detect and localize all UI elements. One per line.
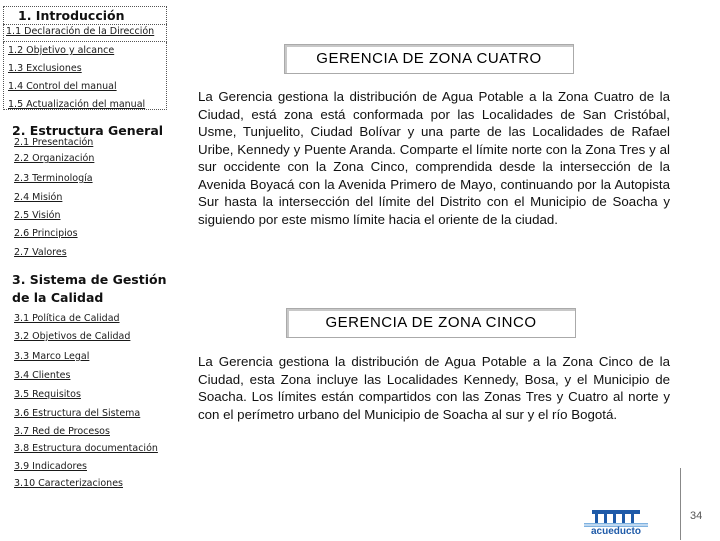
nav-item-3-8[interactable]: 3.8 Estructura documentación [14, 443, 158, 454]
nav-item-2-4[interactable]: 2.4 Misión [14, 192, 63, 203]
nav-item-3-7[interactable]: 3.7 Red de Procesos [14, 426, 110, 437]
nav-item-2-3[interactable]: 2.3 Terminología [14, 173, 93, 184]
logo-text: acueducto [590, 526, 641, 537]
nav-item-1-2[interactable]: 1.2 Objetivo y alcance [8, 45, 115, 56]
nav-item-3-10[interactable]: 3.10 Caracterizaciones [14, 478, 123, 489]
zone-four-heading: GERENCIA DE ZONA CUATRO [284, 44, 574, 74]
section-title-estructura-general[interactable]: 2. Estructura General [12, 123, 164, 138]
nav-item-3-6[interactable]: 3.6 Estructura del Sistema [14, 408, 141, 419]
nav-item-3-2[interactable]: 3.2 Objetivos de Calidad [14, 331, 131, 342]
nav-item-3-4[interactable]: 3.4 Clientes [14, 370, 71, 381]
nav-item-3-9[interactable]: 3.9 Indicadores [14, 461, 87, 472]
nav-item-3-5[interactable]: 3.5 Requisitos [14, 389, 81, 400]
section-title-sistema-gestion[interactable]: 3. Sistema de Gestión [12, 272, 167, 287]
zone-four-description: La Gerencia gestiona la distribución de Agua Potable a la Zona Cuatro de la Ciudad, está zona está conformada por las Localidades de San Cristóbal, Usme, Tunjuelito, Ciudad Bolívar y una parte de las Localidades de Rafael Uribe, Kennedy y Puente Aranda. Comparte el límite norte con la Zona Tres y al sur occidente con la Zona Cinco, comprendida desde la intersección de la Avenida Boyacá con la Avenida Primero de Mayo, continuando por la Autopista Sur hasta la intersección del límite del Distrito con el Municipio de Soacha y siguiendo por este mismo límite hacia el oriente de la ciudad. [198, 89, 670, 227]
nav-item-1-3[interactable]: 1.3 Exclusiones [8, 63, 82, 74]
nav-item-2-7[interactable]: 2.7 Valores [14, 247, 67, 258]
nav-item-1-5[interactable]: 1.5 Actualización del manual [8, 99, 146, 110]
zone-five-heading: GERENCIA DE ZONA CINCO [286, 308, 576, 338]
nav-item-1-1[interactable]: 1.1 Declaración de la Dirección [3, 24, 167, 42]
page-number: 34 [690, 510, 703, 522]
acueducto-logo [580, 506, 652, 536]
section-1-frame [3, 42, 167, 110]
sidebar-nav [0, 0, 172, 540]
nav-item-2-2[interactable]: 2.2 Organización [14, 153, 95, 164]
nav-item-3-1[interactable]: 3.1 Política de Calidad [14, 313, 120, 324]
nav-item-2-5[interactable]: 2.5 Visión [14, 210, 61, 221]
zone-five-description: La Gerencia gestiona la distribución de Agua Potable a la Zona Cinco de la Ciudad, esta Zona incluye las Localidades Kennedy, Bosa, y el Municipio de Soacha. Los límites están compartidos con las Zonas Tres y Cuatro al norte y con el perímetro urbano del Municipio de Soacha al sur y el río Bogotá. [198, 354, 670, 422]
footer-divider [680, 468, 681, 540]
nav-item-2-1[interactable]: 2.1 Presentación [14, 137, 94, 148]
section-title-introduccion[interactable]: 1. Introducción [3, 6, 167, 24]
nav-item-2-6[interactable]: 2.6 Principios [14, 228, 78, 239]
section-title-sistema-gestion-line2[interactable]: de la Calidad [12, 290, 104, 305]
nav-item-1-4[interactable]: 1.4 Control del manual [8, 81, 117, 92]
nav-item-3-3[interactable]: 3.3 Marco Legal [14, 351, 90, 362]
